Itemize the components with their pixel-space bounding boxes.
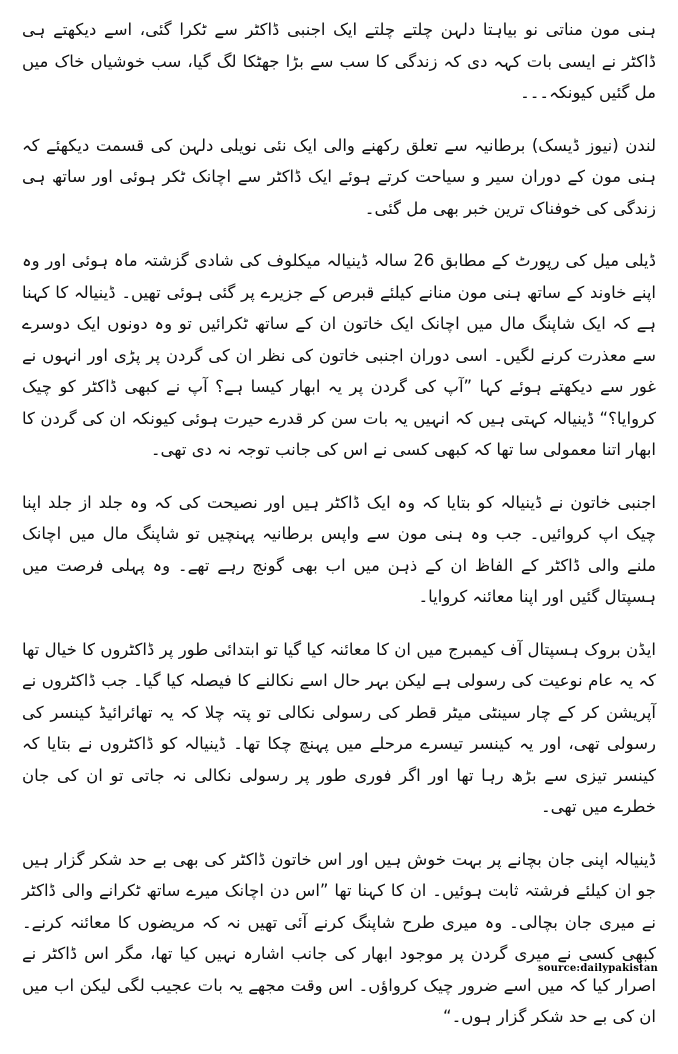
- body-paragraph: ڈیلی میل کی رپورٹ کے مطابق 26 سالہ ڈینیالہ میکلوف کی شادی گزشتہ ماہ ہوئی اور وہ اپنے خاوند کے ساتھ ہنی مون منانے کیلئے قبرص کے جزیرے پر گئی ہوئی تھیں۔ ڈینیالہ کا کہنا ہے کہ ایک شاپنگ مال میں اچانک ایک خاتون ان کے ساتھ ٹکرائیں تو وہ دونوں ایک دوسرے سے معذرت کرنے لگیں۔ اسی دوران اجنبی خاتون کی نظر ان کی گردن پر پڑی اور انہوں نے غور سے دیکھتے ہوئے کہا ”آپ کی گردن پر یہ ابھار کیسا ہے؟ آپ نے کبھی ڈاکٹر کو چیک کروایا؟“ ڈینیالہ کہتی ہیں کہ انہیں یہ بات سن کر قدرے حیرت ہوئی کیونکہ ان کی گردن کا ابھار اتنا معمولی سا تھا کہ کبھی کسی نے اس کی جانب توجہ نہ دی تھی۔: [22, 251, 656, 459]
- dateline-paragraph: لندن (نیوز ڈیسک) برطانیہ سے تعلق رکھنے والی ایک نئی نویلی دلہن کی قسمت دیکھئے کہ ہنی مون کے دوران سیر و سیاحت کرتے ہوئے ایک ڈاکٹر سے اچانک ٹکر ہوئی اور ساتھ ہی زندگی کی خوفناک ترین خبر بھی مل گئی۔: [22, 135, 656, 218]
- body-paragraph: ایڈن بروک ہسپتال آف کیمبرج میں ان کا معائنہ کیا گیا تو ابتدائی طور پر ڈاکٹروں کا خیال تھا کہ یہ عام نوعیت کی رسولی ہے لیکن بہر حال اسے نکالنے کا فیصلہ کیا گیا۔ جب ڈاکٹروں نے آپریشن کر کے چار سینٹی میٹر قطر کی رسولی نکالی تو پتہ چلا کہ یہ تھائرائیڈ کینسر کی رسولی تھی، اور یہ کینسر تیسرے مرحلے میں پہنچ چکا تھا۔ ڈینیالہ کو ڈاکٹروں نے بتایا کہ کینسر تیزی سے بڑھ رہا تھا اور اگر فوری طور پر رسولی نکالی نہ جاتی تو ان کی جان خطرے میں تھی۔: [22, 639, 656, 816]
- article-body: [22, 14, 656, 1054]
- body-paragraph: اجنبی خاتون نے ڈینیالہ کو بتایا کہ وہ ایک ڈاکٹر ہیں اور نصیحت کی کہ وہ جلد از جلد اپنا چیک اپ کروائیں۔ جب وہ ہنی مون سے واپس برطانیہ پہنچیں تو شاپنگ مال میں اچانک ملنے والی ڈاکٹر کے الفاظ ان کے ذہن میں اب بھی گونج رہے تھے۔ وہ پہلی فرصت میں ہسپتال گئیں اور اپنا معائنہ کروایا۔: [22, 492, 656, 606]
- source-credit: source:dailypakistan: [537, 963, 658, 974]
- headline-paragraph: ہنی مون مناتی نو بیاہتا دلہن چلتے چلتے ایک اجنبی ڈاکٹر سے ٹکرا گئی، اسے دیکھتے ہی ڈاکٹر نے ایسی بات کہہ دی کہ زندگی کا سب سے بڑا جھٹکا لگ گیا، سب خوشیاں خاک میں مل گئیں کیونکہ۔۔۔: [22, 20, 656, 102]
- body-paragraph: ڈینیالہ اپنی جان بچانے پر بہت خوش ہیں اور اس خاتون ڈاکٹر کی بھی بے حد شکر گزار ہیں جو ان کیلئے فرشتہ ثابت ہوئیں۔ ان کا کہنا تھا ”اس دن اچانک میرے ساتھ ٹکرانے والی ڈاکٹر نے میری جان بچالی۔ وہ میری طرح شاپنگ کرنے آئی تھیں نہ کہ مریضوں کا معائنہ کرنے۔ کبھی کسی نے میری گردن پر موجود ابھار کی جانب اشارہ نہیں کیا تھا، مگر اس ڈاکٹر نے اصرار کیا کہ میں اسے ضرور چیک کرواؤں۔ اس وقت مجھے یہ بات عجیب لگی لیکن اب میں ان کی بے حد شکر گزار ہوں۔“: [22, 849, 656, 1026]
